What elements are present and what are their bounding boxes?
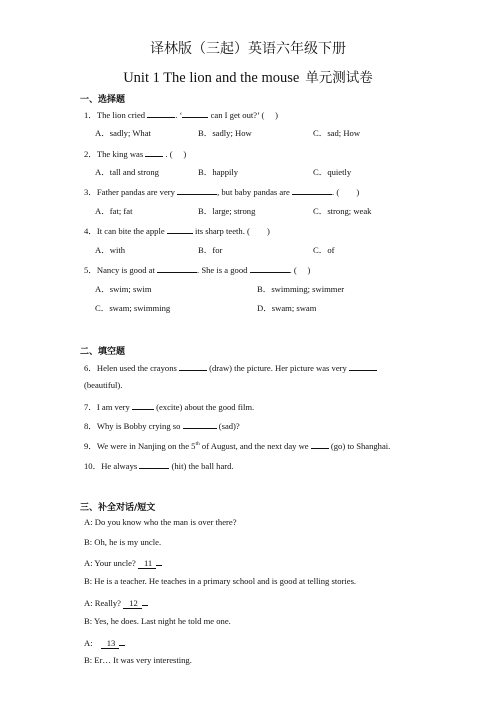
dialogue-line-1: A: Do you know who the man is over there? [84, 517, 237, 527]
option-3c: C．strong; weak [313, 206, 372, 216]
question-2: 2．The king was . ( ) [84, 149, 187, 159]
answer-blank [139, 459, 169, 469]
answer-blank [250, 263, 290, 273]
dialogue-line-8: B: Er… It was very interesting. [84, 655, 192, 665]
question-8: 8．Why is Bobby crying so (sad)? [84, 421, 240, 431]
option-1c: C．sad; How [313, 128, 361, 138]
blank-12: 12 [123, 598, 142, 609]
blank-11: 11 [138, 558, 156, 569]
option-5c: C．swam; swimming [95, 303, 171, 313]
option-3b: B．large; strong [198, 206, 256, 216]
question-4: 4．It can bite the apple its sharp teeth. ( ) [84, 226, 270, 236]
option-2b: B．happily [198, 167, 239, 177]
question-1: 1．The lion cried . ‘ can I get out?’ ( ) [84, 110, 278, 120]
question-5: 5．Nancy is good at . She is a good . ( ) [84, 265, 311, 275]
section-heading-choice: 一、选择题 [80, 95, 126, 105]
option-5d: D．swam; swam [257, 303, 317, 313]
answer-blank [182, 108, 208, 118]
blank-13: 13 [101, 638, 120, 649]
option-4b: B．for [198, 245, 223, 255]
dialogue-line-2: B: Oh, he is my uncle. [84, 537, 162, 547]
option-1b: B．sadly; How [198, 128, 252, 138]
page-title: 译林版（三起）英语六年级下册 [150, 41, 346, 57]
dialogue-line-4: B: He is a teacher. He teaches in a primary school and is good at telling stories. [84, 576, 357, 586]
option-2c: C．quietly [313, 167, 352, 177]
answer-blank [311, 439, 329, 449]
section-heading-dialogue: 三、补全对话/短文 [80, 503, 156, 513]
option-4a: A．with [95, 245, 126, 255]
question-6-cont: (beautiful). [84, 380, 123, 390]
answer-blank [349, 361, 377, 371]
dialogue-line-3: A: Your uncle? 11 [84, 556, 162, 569]
option-5b: B．swimming; swimmer [257, 284, 345, 294]
answer-blank [183, 419, 217, 429]
page-subtitle [0, 66, 496, 87]
option-1a: A．sadly; What [95, 128, 151, 138]
question-10: 10．He always (hit) the ball hard. [84, 461, 234, 471]
dialogue-line-7: A: 13 [84, 636, 125, 649]
subtitle-english: Unit 1 The lion and the mouse [123, 70, 300, 86]
question-3: 3．Father pandas are very , but baby pandas are . ( ) [84, 187, 360, 197]
answer-blank [157, 263, 197, 273]
subtitle-chinese: 单元测试卷 [305, 70, 373, 86]
option-2a: A．tall and strong [95, 167, 159, 177]
option-3a: A．fat; fat [95, 206, 133, 216]
section-heading-fill: 二、填空题 [80, 347, 126, 357]
answer-blank [177, 185, 217, 195]
question-6: 6．Helen used the crayons (draw) the picture. Her picture was very [84, 361, 377, 374]
answer-blank [167, 224, 193, 234]
dialogue-line-6: B: Yes, he does. Last night he told me one. [84, 616, 231, 626]
answer-blank [132, 400, 154, 410]
question-9: 9．We were in Nanjing on the 5th of August, and the next day we (go) to Shanghai. [84, 441, 391, 451]
option-4c: C．of [313, 245, 335, 255]
option-5a: A．swim; swim [95, 284, 152, 294]
dialogue-line-5: A: Really? 12 [84, 596, 148, 609]
question-7: 7．I am very (excite) about the good film. [84, 402, 255, 412]
answer-blank [292, 185, 332, 195]
answer-blank [179, 361, 207, 371]
answer-blank [145, 147, 163, 157]
answer-blank [147, 108, 175, 118]
